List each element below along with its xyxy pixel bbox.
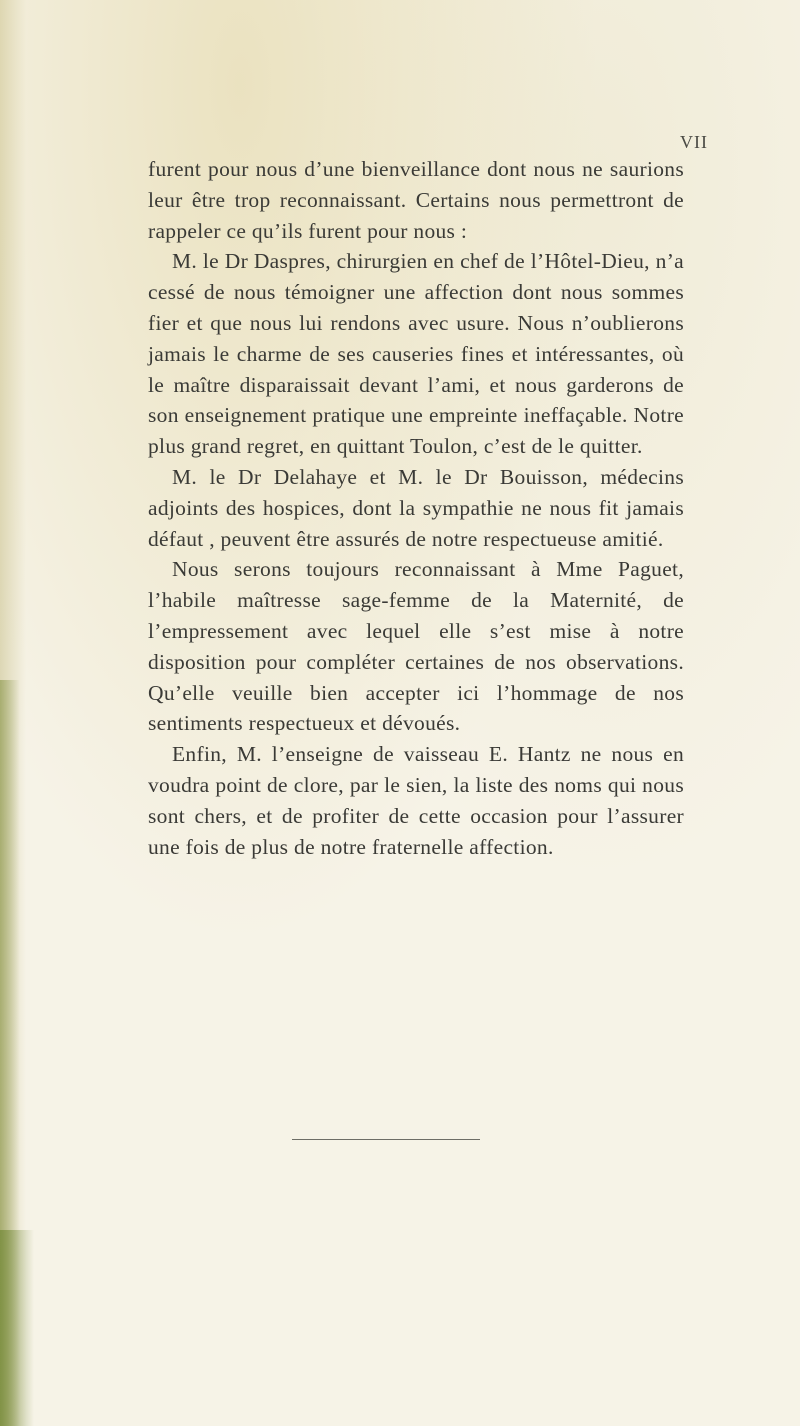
paragraph-continuation: furent pour nous d’une bienveillance dont nous ne saurions leur être trop reconnaissant. Certains nous permettront de rappeler ce qu’ils furent pour nous : — [148, 157, 684, 243]
page-number: VII — [680, 132, 708, 152]
paragraph-paguet: Nous serons toujours reconnaissant à Mme Paguet, l’habile maîtresse sage-femme de la Maternité, de l’empressement avec lequel elle s’est mise à notre disposition pour compléter certaines de nos observations. Qu’elle veuille bien accepter ici l’hommage de nos sentiments respectueux et dévoués. — [148, 557, 684, 736]
closing-rule — [292, 1139, 480, 1140]
binding-shadow-lower — [0, 1230, 34, 1426]
paragraph-daspres: M. le Dr Daspres, chirurgien en chef de l’Hôtel-Dieu, n’a cessé de nous témoigner une affection dont nous sommes fier et que nous lui rendons avec usure. Nous n’oublierons jamais le charme de ses causeries fines et intéressantes, où le maître disparaissait devant l’ami, et nous garderons de son enseignement pratique une empreinte ineffaçable. Notre plus grand regret, en quittant Toulon, c’est de le quitter. — [148, 249, 684, 459]
paragraph-hantz: Enfin, M. l’enseigne de vaisseau E. Hantz ne nous en voudra point de clore, par le sien, la liste des noms qui nous sont chers, et de profiter de cette occasion pour l’assurer une fois de plus de notre fraternelle affection. — [148, 742, 684, 859]
paragraph-delahaye-bouisson: M. le Dr Delahaye et M. le Dr Bouisson, médecins adjoints des hospices, dont la sympathie ne nous fit jamais défaut , peuvent être assurés de notre respectueuse amitié. — [148, 464, 684, 551]
body-text — [148, 154, 684, 862]
